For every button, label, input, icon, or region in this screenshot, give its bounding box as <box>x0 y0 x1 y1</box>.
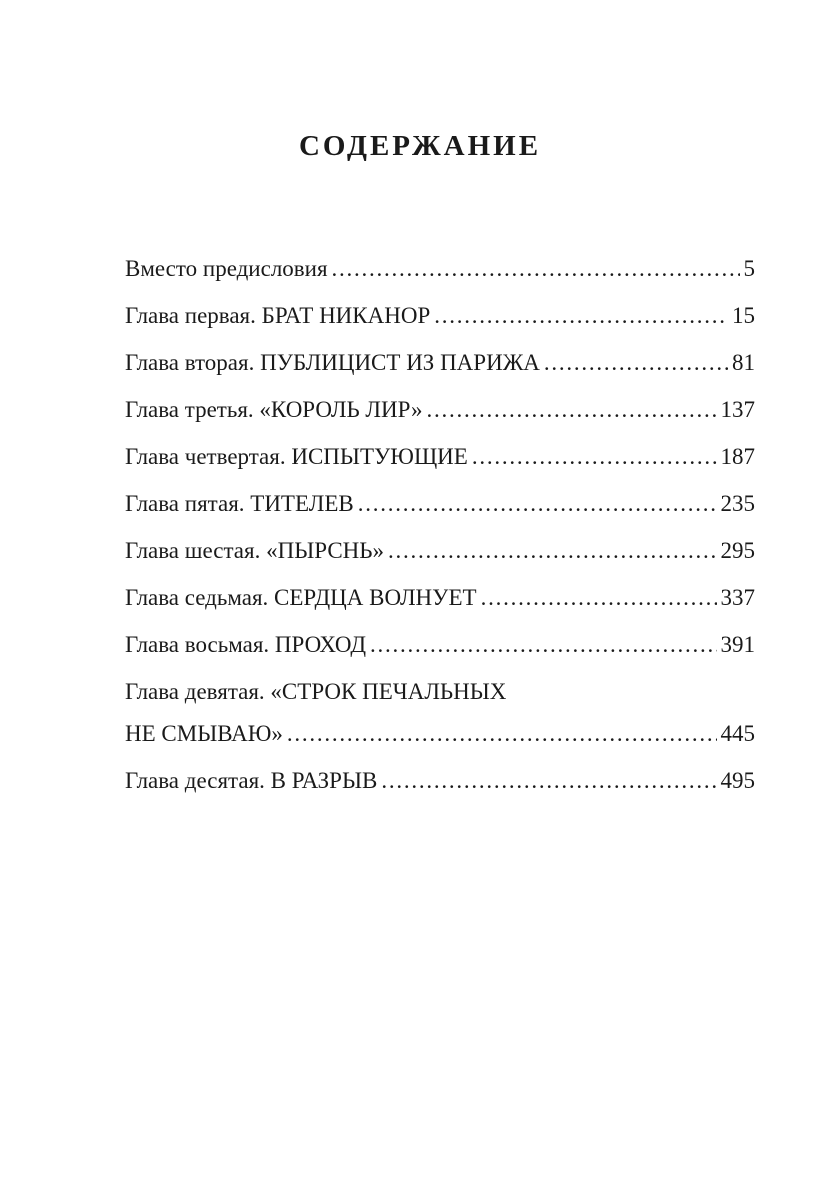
toc-entry-label: Глава шестая. «ПЫРСНЬ» <box>125 538 384 563</box>
dot-leader <box>358 483 717 525</box>
toc-entry-label-line-1: Глава девятая. «СТРОК ПЕЧАЛЬНЫХ <box>125 679 507 704</box>
dot-leader <box>481 577 717 619</box>
toc-entry-chapter-2 <box>125 342 755 389</box>
toc-entry-page: 445 <box>720 721 755 746</box>
toc-entry-page: 81 <box>732 350 755 375</box>
toc-entry-label: Глава седьмая. СЕРДЦА ВОЛНУЕТ <box>125 585 477 610</box>
toc-entry-chapter-6 <box>125 530 755 577</box>
toc-entry-page: 337 <box>720 585 755 610</box>
toc-entry-chapter-8 <box>125 624 755 671</box>
toc-entry-chapter-1 <box>125 295 755 342</box>
dot-leader <box>381 760 716 802</box>
dot-leader <box>426 389 716 431</box>
toc-entry-label: Глава восьмая. ПРОХОД <box>125 632 367 657</box>
toc-entry-chapter-5 <box>125 483 755 530</box>
toc-entry-chapter-3 <box>125 389 755 436</box>
toc-entry-chapter-7 <box>125 577 755 624</box>
toc-entry-label: Глава пятая. ТИТЕЛЕВ <box>125 491 354 516</box>
toc-entry-page: 295 <box>720 538 755 563</box>
dot-leader <box>544 342 728 384</box>
table-of-contents <box>125 248 755 807</box>
dot-leader <box>472 436 717 478</box>
toc-entry-label: Глава вторая. ПУБЛИЦИСТ ИЗ ПАРИЖА <box>125 350 540 375</box>
page-title: СОДЕРЖАНИЕ <box>298 130 542 162</box>
toc-entry-label: Вместо предисловия <box>125 256 328 281</box>
dot-leader <box>370 624 716 666</box>
toc-entry-page: 495 <box>720 768 755 793</box>
toc-entry-page: 15 <box>732 303 755 328</box>
dot-leader <box>332 248 740 290</box>
toc-entry-page: 137 <box>720 397 755 422</box>
dot-leader <box>287 713 717 755</box>
toc-entry-page: 391 <box>720 632 755 657</box>
toc-entry-label: Глава первая. БРАТ НИКАНОР <box>125 303 431 328</box>
toc-entry-chapter-4 <box>125 436 755 483</box>
toc-entry-label: Глава четвертая. ИСПЫТУЮЩИЕ <box>125 444 468 469</box>
toc-entry-page: 187 <box>720 444 755 469</box>
dot-leader <box>434 295 728 337</box>
toc-entry-page: 5 <box>743 256 755 281</box>
toc-entry-label: НЕ СМЫВАЮ» <box>125 721 283 746</box>
dot-leader <box>388 530 717 572</box>
toc-entry-page: 235 <box>720 491 755 516</box>
toc-entry-label: Глава третья. «КОРОЛЬ ЛИР» <box>125 397 423 422</box>
toc-entry-chapter-10 <box>125 760 755 807</box>
toc-entry-foreword <box>125 248 755 295</box>
toc-entry-chapter-9 <box>125 671 755 760</box>
toc-entry-label: Глава десятая. В РАЗРЫВ <box>125 768 378 793</box>
